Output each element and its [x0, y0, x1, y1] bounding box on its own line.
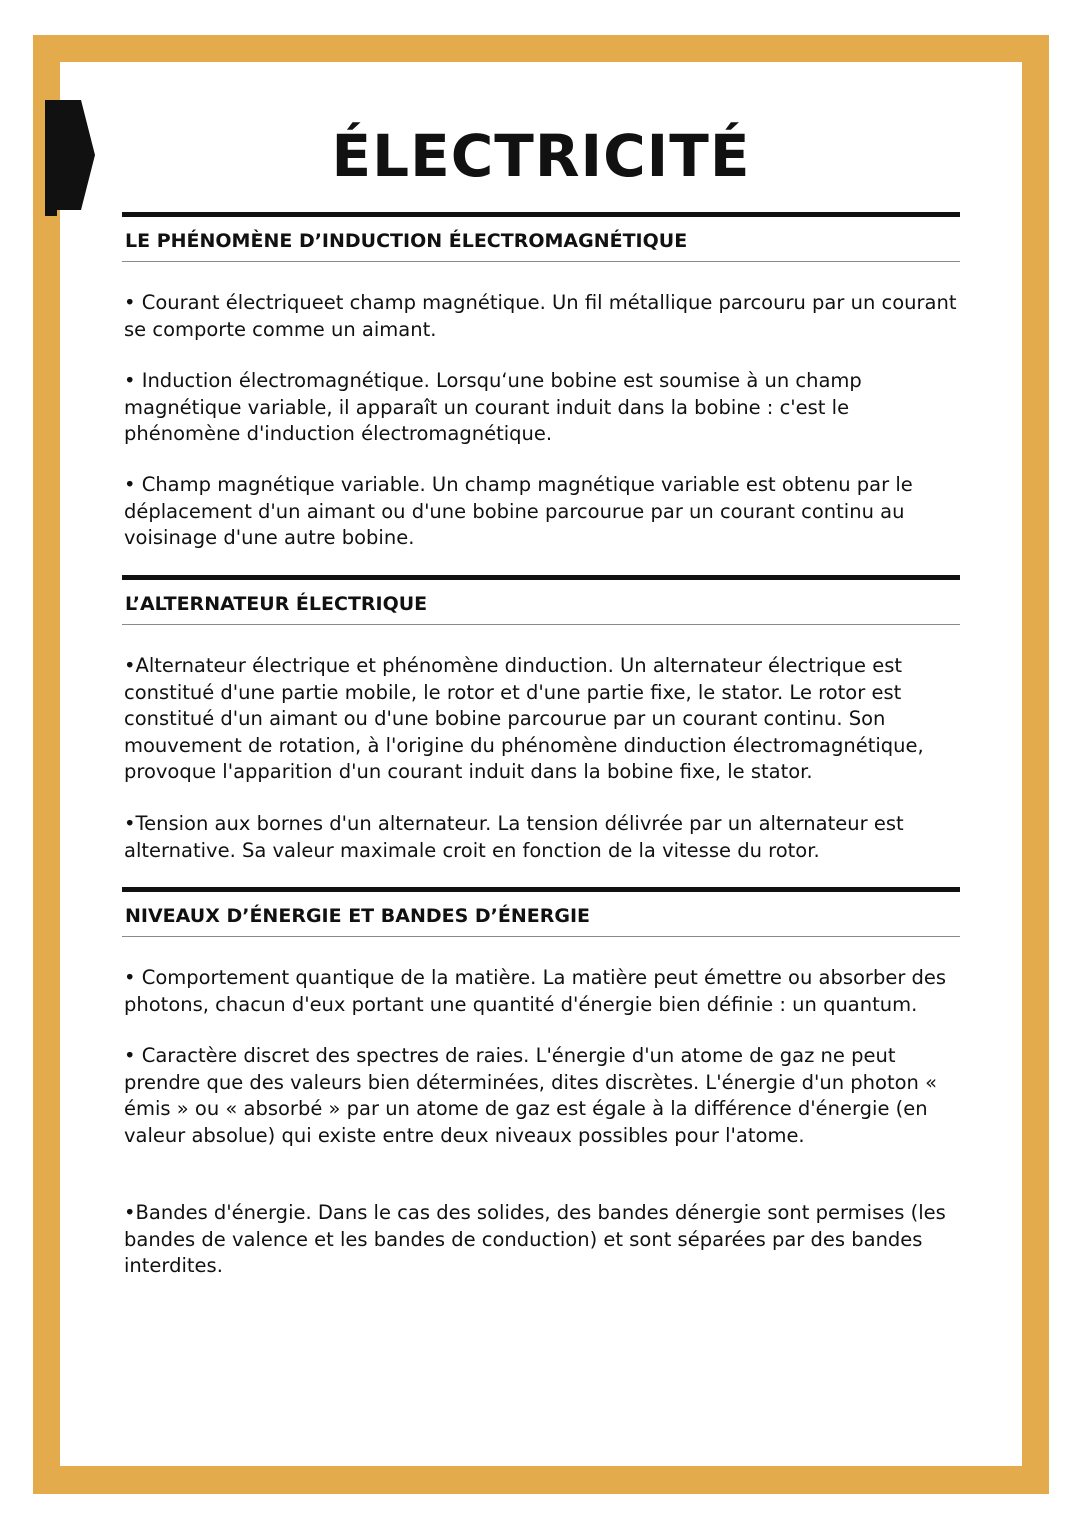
- page-title: ÉLECTRICITÉ: [331, 122, 751, 190]
- paragraph-champ-variable: • Champ magnétique variable. Un champ magnétique variable est obtenu par le déplacement d'un aimant ou d'une bobine parcourue par un courant continu au voisinage d'une autre bobine.: [124, 473, 913, 549]
- paragraph-quantique: • Comportement quantique de la matière. La matière peut émettre ou absorber des photons, chacun d'eux portant une quantité d'énergie bien définie : un quantum.: [124, 966, 947, 1016]
- paragraph-bandes: •Bandes d'énergie. Dans le cas des solides, des bandes dénergie sont permises (les bandes de valence et les bandes de conduction) et sont séparées par des bandes interdites.: [124, 1201, 946, 1277]
- section-heading: L’ALTERNATEUR ÉLECTRIQUE: [125, 593, 428, 615]
- section-heading: LE PHÉNOMÈNE D’INDUCTION ÉLECTROMAGNÉTIQUE: [125, 230, 688, 252]
- paragraph-induction: • Induction électromagnétique. Lorsqu‘une bobine est soumise à un champ magnétique variable, il apparaît un courant induit dans la bobine : c'est le phénomène d'induction électromagnétique.: [124, 369, 862, 445]
- section-bottom-rule: [122, 261, 960, 262]
- section-heading: NIVEAUX D’ÉNERGIE ET BANDES D’ÉNERGIE: [125, 905, 591, 927]
- paragraph-courant-champ: • Courant électriqueet champ magnétique. Un fil métallique parcouru par un courant se comporte comme un aimant.: [124, 291, 957, 341]
- section-energie-header: [122, 887, 960, 937]
- section-bottom-rule: [122, 624, 960, 625]
- section-alternateur-header: [122, 575, 960, 625]
- paragraph-alternateur: •Alternateur électrique et phénomène dinduction. Un alternateur électrique est constitué d'une partie mobile, le rotor et d'une partie fixe, le stator. Le rotor est constitué d'un aimant ou d'une bobine parcourue par un courant continu. Son mouvement de rotation, à l'origine du phénomène dinduction électromagnétique, provoque l'apparition d'un courant induit dans la bobine fixe, le stator.: [124, 654, 924, 783]
- paragraph-spectres: • Caractère discret des spectres de raies. L'énergie d'un atome de gaz ne peut prendre que des valeurs bien déterminées, dites discrètes. L'énergie d'un photon « émis » ou « absorbé » par un atome de gaz est égale à la différence d'énergie (en valeur absolue) qui existe entre deux niveaux possibles pour l'atome.: [124, 1044, 938, 1147]
- section-bottom-rule: [122, 936, 960, 937]
- paragraph-tension: •Tension aux bornes d'un alternateur. La tension délivrée par un alternateur est alternative. Sa valeur maximale croit en fonction de la vitesse du rotor.: [124, 812, 904, 862]
- section-induction-header: [122, 212, 960, 262]
